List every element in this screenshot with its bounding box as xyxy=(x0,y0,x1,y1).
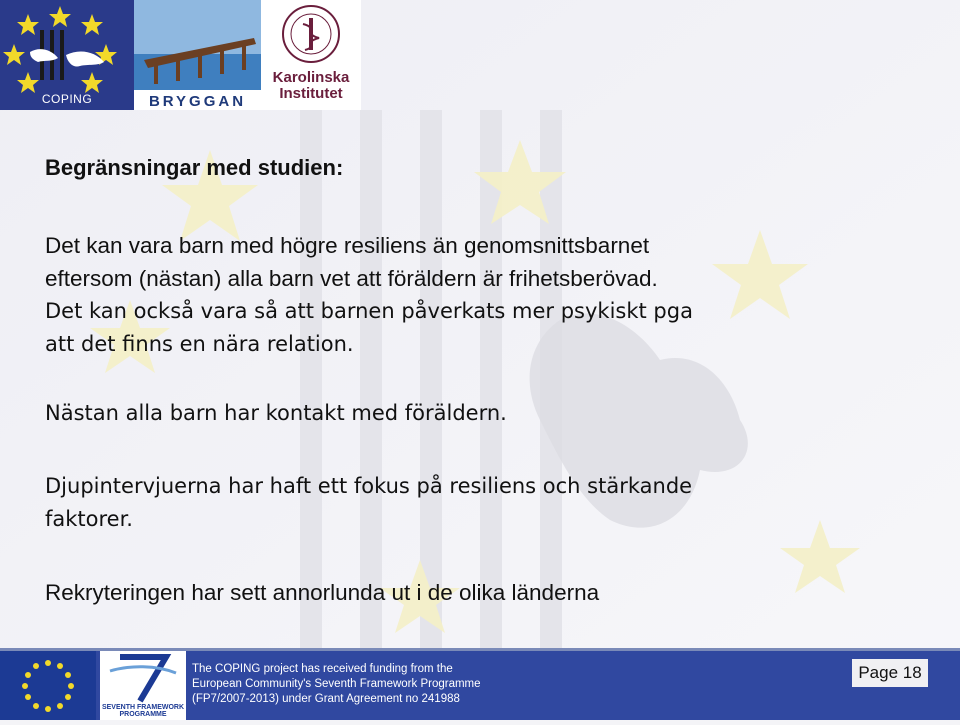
fp7-logo xyxy=(100,651,186,720)
fp7-emblem-icon xyxy=(100,651,186,707)
funding-line-3: (FP7/2007-2013) under Grant Agreement no 241988 xyxy=(192,693,460,705)
paragraph-1 xyxy=(45,229,925,361)
paragraph-3 xyxy=(45,470,925,536)
paragraph-4: Rekryteringen har sett annorlunda ut i de olika länderna xyxy=(45,580,600,605)
slide-content xyxy=(45,155,925,609)
page-number: Page 18 xyxy=(852,659,928,687)
slide-title: Begränsningar med studien: xyxy=(45,155,344,180)
paragraph-1-line-2: eftersom (nästan) alla barn vet att föräldern är frihetsberövad. xyxy=(45,266,658,291)
header-logos xyxy=(0,0,361,110)
coping-logo xyxy=(0,0,134,110)
karolinska-line1: Karolinska xyxy=(272,69,350,86)
eu-flag xyxy=(0,651,96,720)
paragraph-1-line-1: Det kan vara barn med högre resiliens än genomsnittsbarnet xyxy=(45,233,650,258)
bryggan-logo-text: BRYGGAN xyxy=(148,93,247,110)
karolinska-seal-icon xyxy=(261,0,361,70)
bryggan-logo xyxy=(134,0,261,110)
coping-logo-text: COPING xyxy=(41,92,93,106)
paragraph-2: Nästan alla barn har kontakt med föräldern. xyxy=(45,401,507,425)
eu-stars-icon xyxy=(0,651,96,720)
paragraph-3-line-2: faktorer. xyxy=(45,507,133,531)
karolinska-logo xyxy=(261,0,361,110)
funding-line-1: The COPING project has received funding from the xyxy=(192,663,453,675)
paragraph-1-line-4: att det finns en nära relation. xyxy=(45,332,354,356)
karolinska-line2: Institutet xyxy=(279,85,343,102)
paragraph-3-line-1: Djupintervjuerna har haft ett fokus på resiliens och stärkande xyxy=(45,474,693,498)
funding-line-2: European Community's Seventh Framework Programme xyxy=(192,678,481,690)
paragraph-1-line-3: Det kan också vara så att barnen påverkats mer psykiskt pga xyxy=(45,299,693,323)
fp7-logo-text: SEVENTH FRAMEWORK PROGRAMME xyxy=(101,704,185,718)
funding-notice xyxy=(192,662,481,707)
karolinska-logo-text xyxy=(261,70,361,102)
